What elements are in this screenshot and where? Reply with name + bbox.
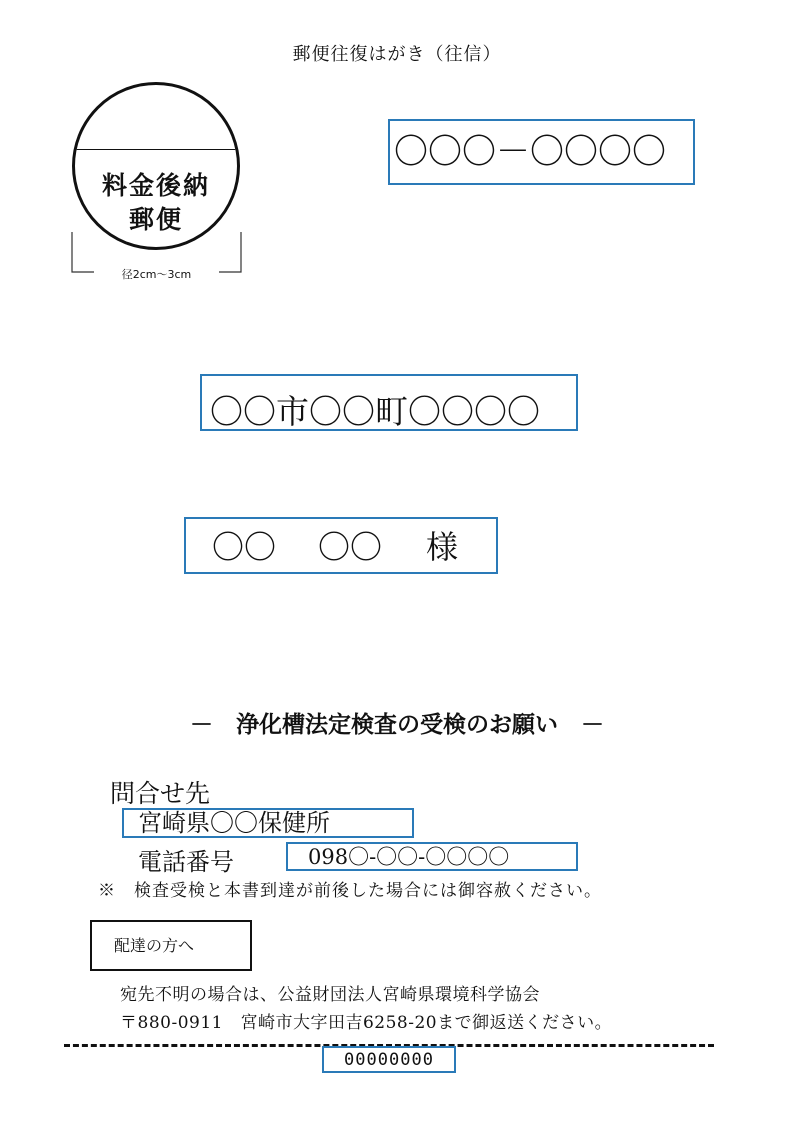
stamp-size-note: 径2cm～3cm (70, 266, 243, 282)
delivery-label-box: 配達の方へ (90, 920, 252, 971)
stamp-divider (75, 149, 237, 150)
postal-code-field[interactable]: 〇〇〇－〇〇〇〇 (388, 119, 695, 185)
contact-title: 問合せ先 (110, 779, 211, 808)
recipient-surname: 〇〇 (212, 528, 277, 566)
notice-note: ※ 検査受検と本書到達が前後した場合には御容赦ください。 (98, 881, 602, 901)
tel-number-field[interactable]: 098〇-〇〇-〇〇〇〇 (286, 842, 578, 871)
tel-label: 電話番号 (138, 848, 234, 876)
stamp-line-2: 郵便 (128, 205, 183, 234)
postage-stamp-mark (70, 80, 245, 280)
address-field[interactable]: 〇〇市〇〇町〇〇〇〇 (200, 374, 578, 431)
stamp-circle (72, 82, 240, 250)
notice-heading: － 浄化槽法定検査の受検のお願い － (190, 711, 604, 738)
code-field[interactable]: 00000000 (322, 1046, 456, 1073)
card-title: 郵便往復はがき（往信） (292, 44, 502, 65)
recipient-given-name: 〇〇 (318, 528, 383, 566)
recipient-honorific: 様 (426, 528, 459, 566)
office-name-field[interactable]: 宮崎県〇〇保健所 (122, 808, 414, 838)
return-info-line-1: 宛先不明の場合は、公益財団法人宮崎県環境科学協会 (120, 985, 540, 1005)
return-info-line-2: 〒880-0911 宮崎市大字田吉6258-20まで御返送ください。 (120, 1013, 613, 1033)
stamp-line-1: 料金後納 (101, 171, 210, 200)
recipient-name-field[interactable] (184, 517, 498, 574)
